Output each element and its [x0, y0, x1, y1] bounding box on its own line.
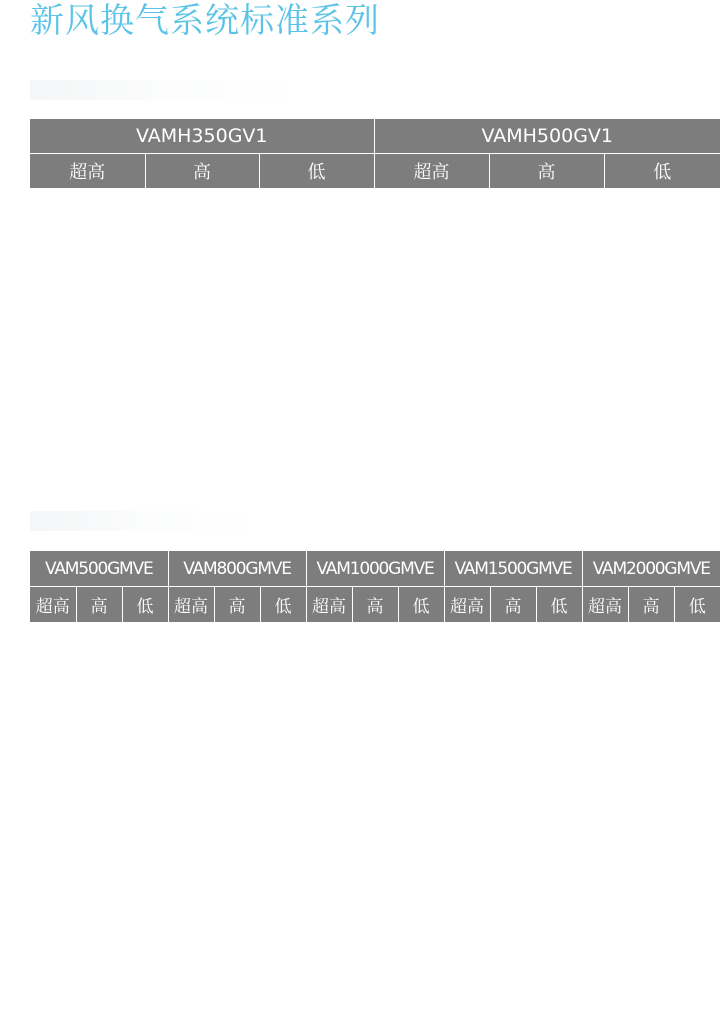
model-header-cell: VAM2000GMVE	[582, 551, 720, 587]
table-header-row-models	[30, 551, 720, 587]
table-header-row-speeds	[30, 587, 720, 623]
section-caption-bottom	[30, 511, 260, 531]
model-header-cell: VAM500GMVE	[30, 551, 168, 587]
page-title: 新风换气系统标准系列	[30, 1, 380, 41]
speed-header-cell: 高	[214, 587, 260, 623]
speed-header-cell: 超高	[374, 154, 489, 189]
model-header-cell: VAM800GMVE	[168, 551, 306, 587]
model-header-cell: VAM1000GMVE	[306, 551, 444, 587]
speed-header-cell: 低	[674, 587, 720, 623]
model-header-cell: VAMH350GV1	[30, 119, 374, 154]
speed-header-cell: 低	[536, 587, 582, 623]
speed-header-cell: 低	[604, 154, 720, 189]
speed-header-cell: 高	[489, 154, 604, 189]
speed-header-cell: 超高	[168, 587, 214, 623]
table-header-row-models	[30, 119, 720, 154]
speed-header-cell: 低	[260, 587, 306, 623]
speed-header-cell: 高	[490, 587, 536, 623]
speed-header-cell: 高	[628, 587, 674, 623]
speed-header-cell: 超高	[306, 587, 352, 623]
table-header-row-speeds	[30, 154, 720, 189]
speed-header-cell: 低	[122, 587, 168, 623]
speed-header-cell: 高	[352, 587, 398, 623]
speed-header-cell: 超高	[444, 587, 490, 623]
speed-header-cell: 高	[76, 587, 122, 623]
speed-header-cell: 低	[398, 587, 444, 623]
speed-header-cell: 高	[145, 154, 259, 189]
section-caption-top	[30, 80, 300, 100]
spec-table-vam	[30, 551, 720, 622]
speed-header-cell: 超高	[582, 587, 628, 623]
speed-header-cell: 低	[259, 154, 374, 189]
model-header-cell: VAM1500GMVE	[444, 551, 582, 587]
speed-header-cell: 超高	[30, 587, 76, 623]
model-header-cell: VAMH500GV1	[374, 119, 720, 154]
spec-table-vamh	[30, 119, 720, 188]
speed-header-cell: 超高	[30, 154, 145, 189]
